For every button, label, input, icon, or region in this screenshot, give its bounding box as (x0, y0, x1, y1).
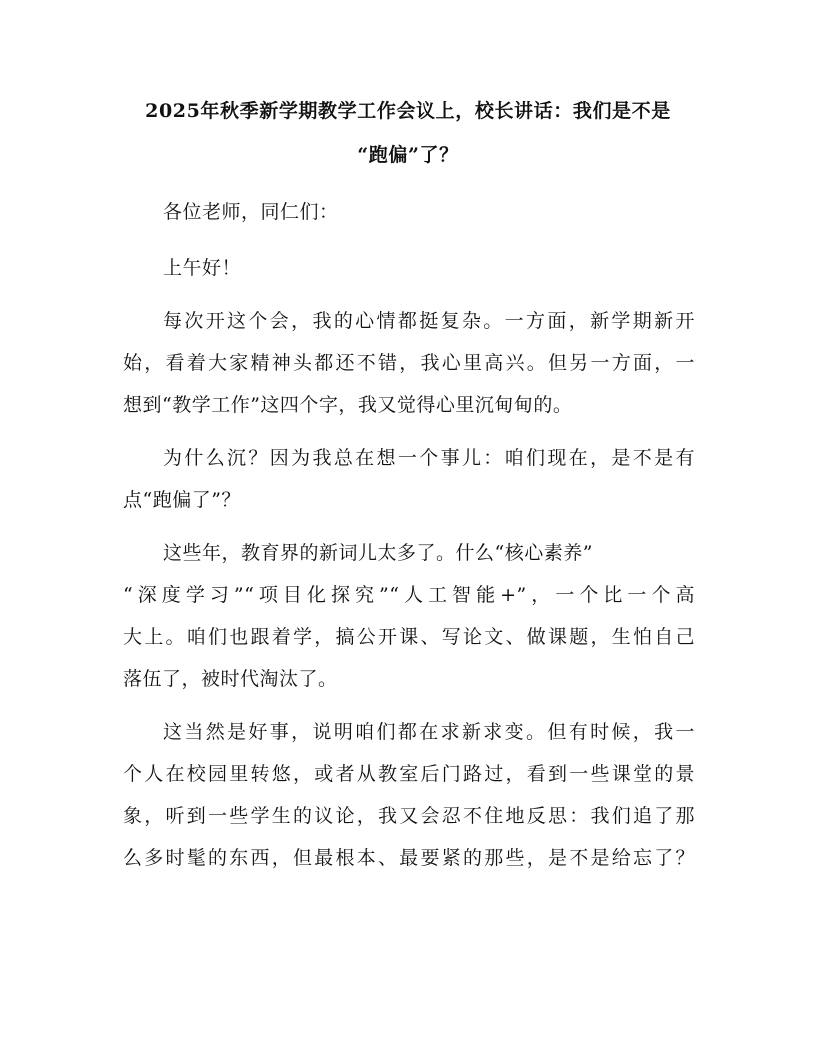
paragraph-1-line-2: 始，看着大家精神头都还不错，我心里高兴。但另一方面，一 (123, 352, 695, 374)
paragraph-4-line-2: 个人在校园里转悠，或者从教室后门路过，看到一些课堂的景 (123, 763, 695, 785)
paragraph-4-line-4: 么多时髦的东西，但最根本、最要紧的那些，是不是给忘了？ (123, 847, 695, 869)
paragraph-2-line-2: 点“跑偏了”？ (123, 489, 241, 511)
good-morning-line: 上午好！ (163, 257, 242, 279)
paragraph-3-line-2: “深度学习”“项目化探究”“人工智能+”，一个比一个高 (123, 584, 695, 606)
paragraph-1-line-1: 每次开这个会，我的心情都挺复杂。一方面，新学期新开 (163, 310, 695, 332)
greeting-line: 各位老师，同仁们： (163, 201, 339, 223)
document-title-line-2: “跑偏”了？ (357, 144, 459, 166)
paragraph-2-line-1: 为什么沉？因为我总在想一个事儿：咱们现在，是不是有 (163, 447, 695, 469)
paragraph-3-line-4: 落伍了，被时代淘汰了。 (123, 668, 338, 690)
paragraph-1-line-3: 想到“教学工作”这四个字，我又觉得心里沉甸甸的。 (123, 394, 573, 416)
document-title-line-1: 2025年秋季新学期教学工作会议上，校长讲话：我们是不是 (145, 100, 671, 122)
paragraph-4-line-1: 这当然是好事，说明咱们都在求新求变。但有时候，我一 (163, 721, 695, 743)
paragraph-3-line-3: 大上。咱们也跟着学，搞公开课、写论文、做课题，生怕自己 (123, 626, 695, 648)
paragraph-4-line-3: 象，听到一些学生的议论，我又会忍不住地反思：我们追了那 (123, 805, 695, 827)
paragraph-3-line-1: 这些年，教育界的新词儿太多了。什么“核心素养” (163, 542, 593, 564)
